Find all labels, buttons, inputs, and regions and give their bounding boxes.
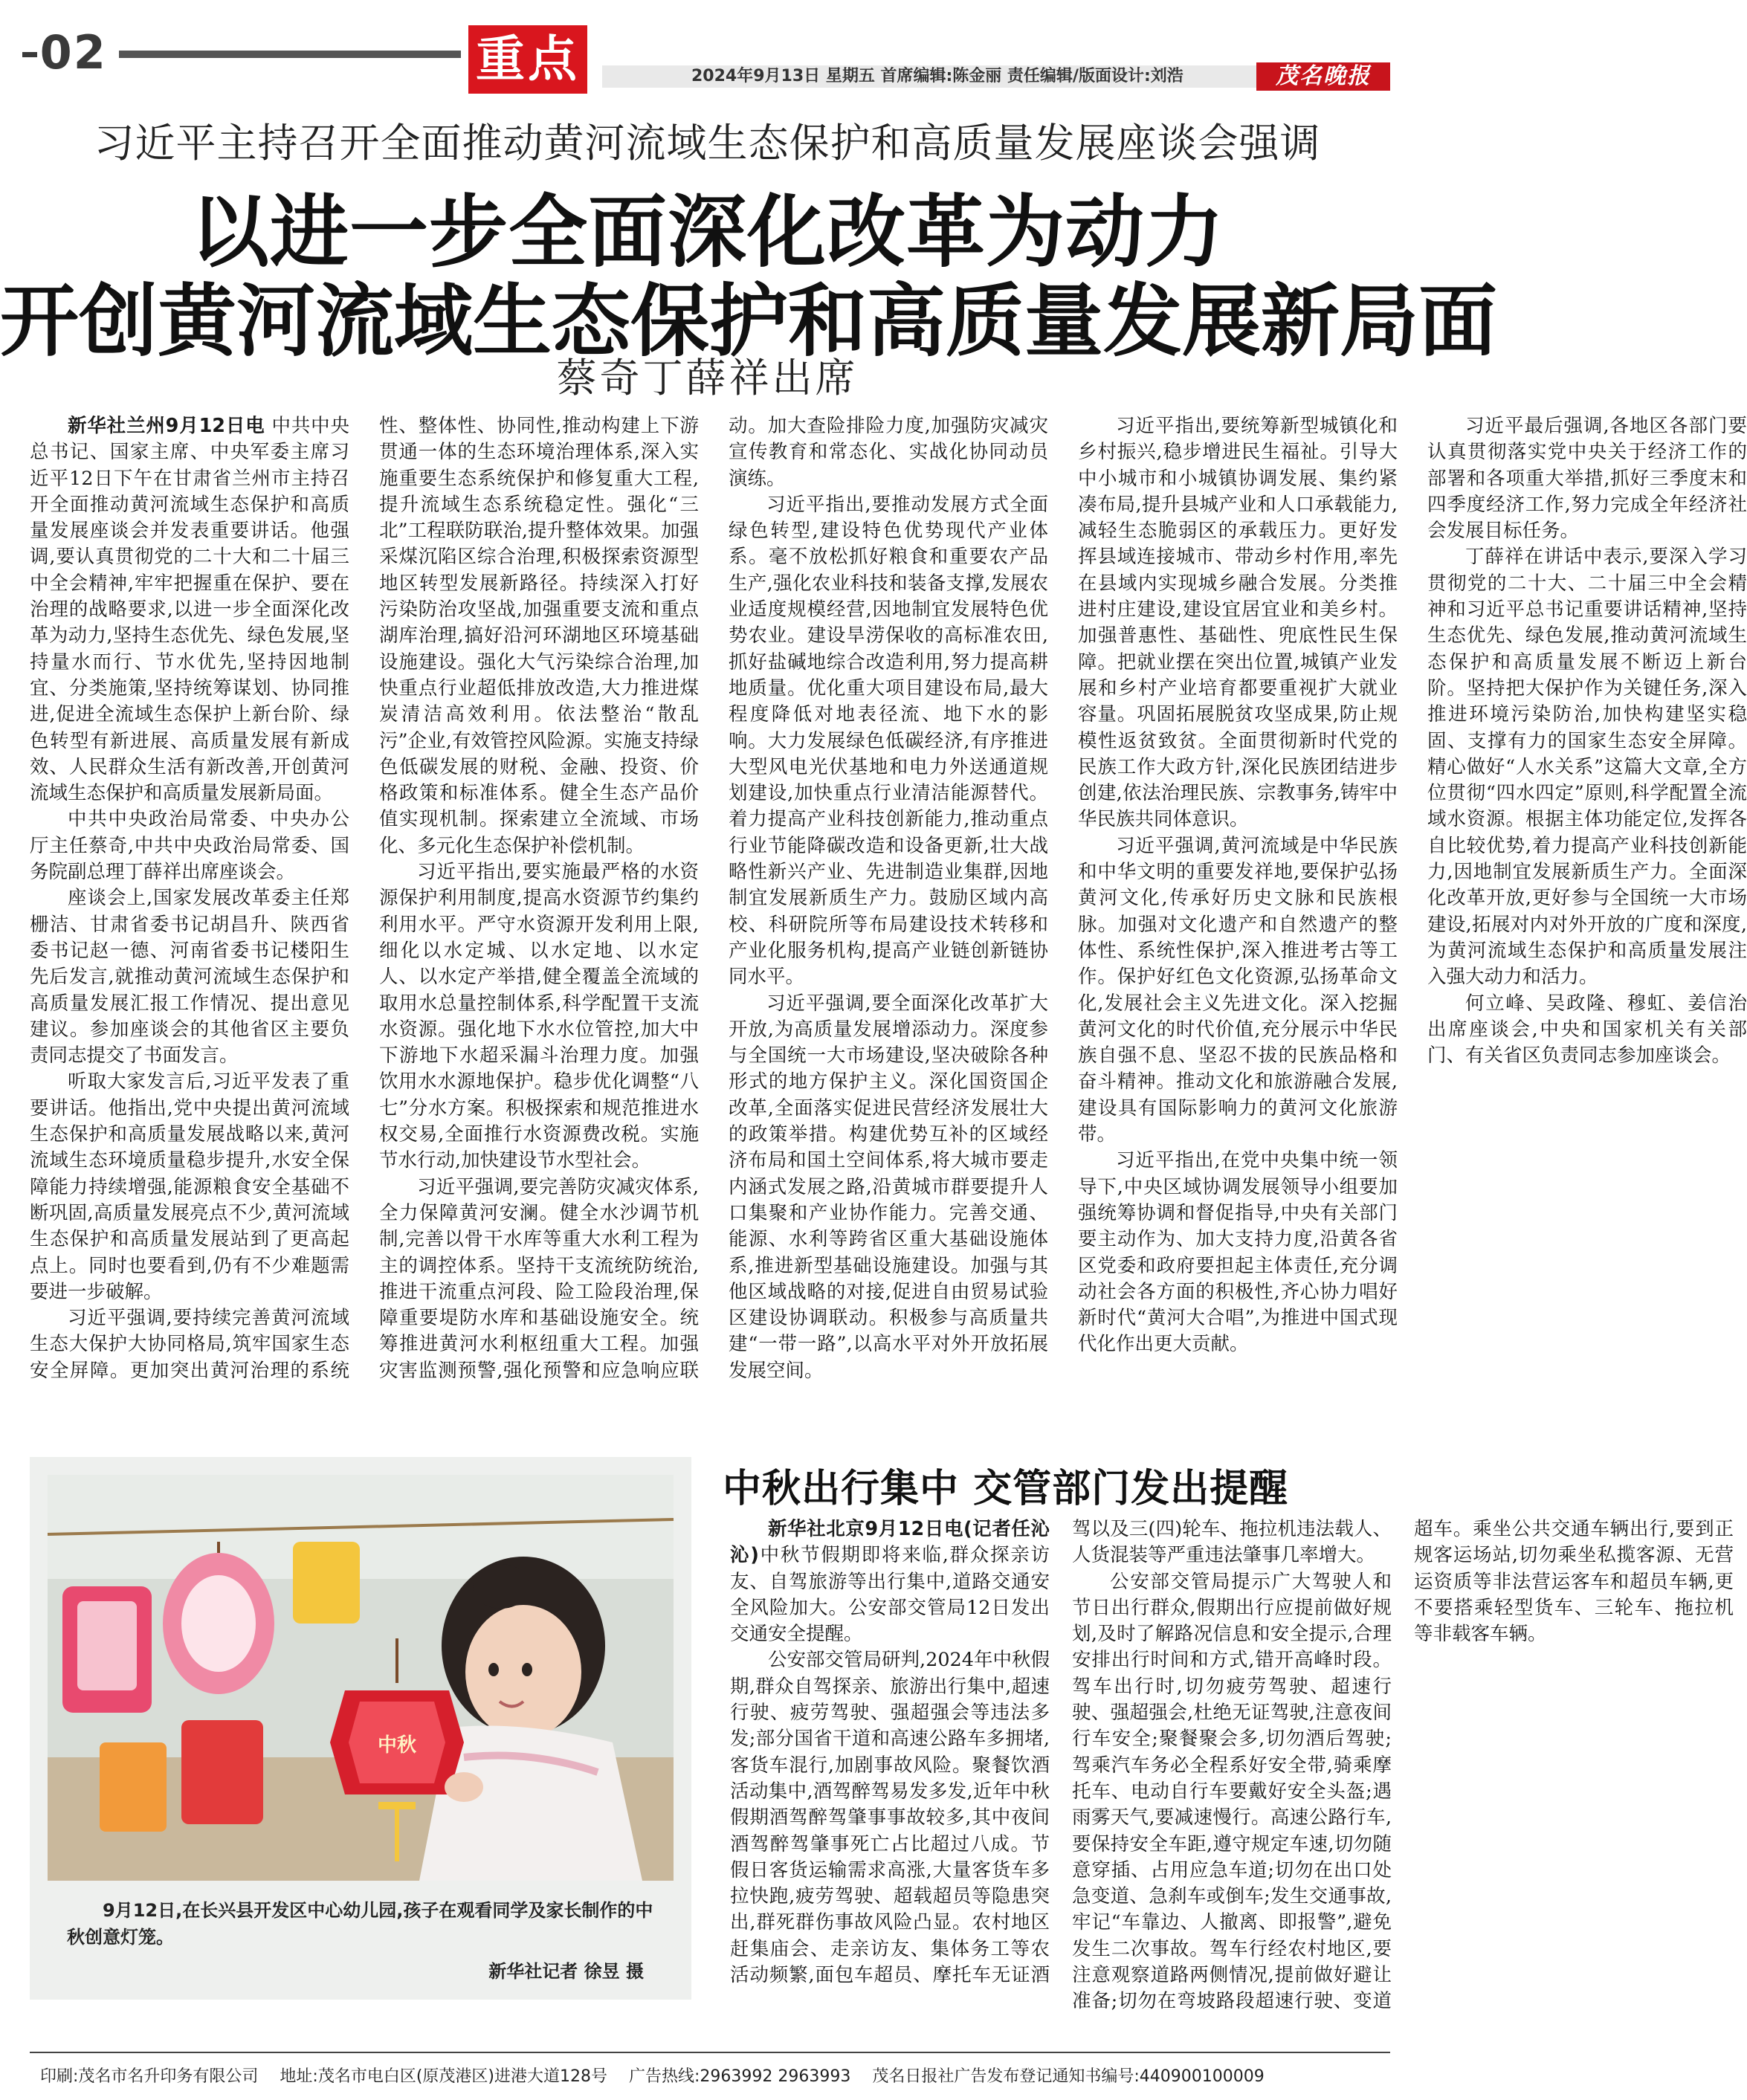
photo-credit: 新华社记者 徐昱 摄 (488, 1961, 644, 1982)
article-paragraph: 座谈会上,国家发展改革委主任郑栅洁、甘肃省委书记胡昌升、陕西省委书记赵一德、河南省委书记楼阳生先后发言,就推动黄河流域生态保护和高质量发展汇报工作情况、提出意见建议。参加座谈会的其他省区主要负责同志提交了书面发言。 (30, 887, 349, 1067)
background-lantern-left (62, 1586, 152, 1713)
article-paragraph: 新华社北京9月12日电(记者任沁沁)中秋节假期即将来临,群众探亲访友、自驾旅游等出行集中,道路交通安全风险加大。公安部交管局12日发出交通安全提醒。 (730, 1518, 1050, 1646)
issue-info: 2024年9月13日 星期五 首席编辑:陈金丽 责任编辑/版面设计:刘浩 (691, 67, 1183, 85)
footer (40, 2064, 1281, 2087)
headline-kicker: 习近平主持召开全面推动黄河流域生态保护和高质量发展座谈会强调 (94, 120, 1321, 167)
lantern-text: 中秋 (377, 1734, 417, 1757)
article-paragraph: 习近平强调,要完善防灾减灾体系,全力保障黄河安澜。健全水沙调节机制,完善以骨干水库等重大水利工程为主的调控体系。坚持干支流统防统治,推进干流重点河段、险工险段治理,保障重要堤防水库和基础设施安全。统筹推进黄河水利枢纽重大工程。加强灾害监测预警,强化预警和应急响应联动。加大查险排险力度,加强防灾减灾宣传教育和常态化、实战化协同动员演练。 (379, 415, 1048, 1382)
headline-line-1: 以进一步全面深化改革为动力 (190, 187, 1224, 278)
article-paragraph: 习近平指出,要推动发展方式全面绿色转型,建设特色优势现代产业体系。毫不放松抓好粮食和重要农产品生产,强化农业科技和装备支撑,发展农业适度规模经营,因地制宜发展特色优势农业。建设旱涝保收的高标准农田,抓好盐碱地综合改造利用,努力提高耕地质量。优化重大项目建设布局,最大程度降低对地表径流、地下水的影响。大力发展绿色低碳经济,有序推进大型风电光伏基地和电力外送通道规划建设,加快重点行业清洁能源替代。着力提高产业科技创新能力,推动重点行业节能降碳改造和设备更新,壮大战略性新兴产业、先进制造业集群,因地制宜发展新质生产力。鼓励区域内高校、科研院所等布局建设技术转移和产业化服务机构,提高产业链创新链协同水平。 (729, 493, 1048, 989)
story2-headline: 中秋出行集中 交管部门发出提醒 (723, 1467, 1289, 1511)
headline-subhead: 蔡奇丁薛祥出席 (556, 355, 859, 401)
article-paragraph: 习近平最后强调,各地区各部门要认真贯彻落实党中央关于经济工作的部署和各项重大举措,抓好三季度末和四季度经济工作,努力完成全年经济社会发展目标任务。 (1427, 415, 1747, 543)
footer-address: 地址:茂名市电白区(原茂港区)进港大道128号 (280, 2067, 607, 2086)
article-paragraph: 公安部交管局研判,2024年中秋假期,群众自驾探亲、旅游出行集中,超速行驶、疲劳驾驶、强超强会等违法多发;部分国省干道和高速公路车多拥堵,客货车混行,加剧事故风险。聚餐饮酒活动集中,酒驾醉驾易发多发,近年中秋假期酒驾醉驾肇事事故较多,其中夜间酒驾醉驾肇事死亡占比超过八成。节假日客货运输需求高涨,大量客货车多拉快跑,疲劳驾驶、超载超员等隐患突出,群死群伤事故风险凸显。农村地区赶集庙会、走亲访友、集体务工等农活动频繁,面包车超员、摩托车无证酒驾以及三(四)轮车、拖拉机违法载人、人货混装等严重违法肇事几率增大。 (730, 1518, 1392, 1987)
article-paragraph: 习近平指出,要统筹新型城镇化和乡村振兴,稳步增进民生福祉。引导大中小城市和小城镇协调发展、集约紧凑布局,提升县城产业和人口承载能力,减轻生态脆弱区的承载压力。更好发挥县域连接城市、带动乡村作用,率先在县域内实现城乡融合发展。分类推进村庄建设,建设宜居宜业和美乡村。加强普惠性、基础性、兜底性民生保障。把就业摆在突出位置,城镇产业发展和乡村产业培育都要重视扩大就业容量。巩固拓展脱贫攻坚成果,防止规模性返贫致贫。全面贯彻新时代党的民族工作大政方针,深化民族团结进步创建,依法治理民族、宗教事务,铸牢中华民族共同体意识。 (1078, 415, 1398, 831)
article-paragraph: 习近平指出,在党中央集中统一领导下,中央区域协调发展领导小组要加强统筹协调和督促指导,中央有关部门要主动作为、加大支持力度,沿黄各省区党委和政府要担起主体责任,充分调动社会各方面的积极性,齐心协力唱好新时代“黄河大合唱”,为推进中国式现代化作出更大贡献。 (1078, 1149, 1398, 1356)
article-paragraph: 何立峰、吴政隆、穆虹、姜信治出席座谈会,中央和国家机关有关部门、有关省区负责同志参加座谈会。 (1427, 992, 1747, 1067)
headline-line-2: 开创黄河流域生态保护和高质量发展新局面 (0, 276, 1497, 367)
footer-printer: 印刷:茂名市名升印务有限公司 (40, 2067, 259, 2086)
child-hand (445, 1772, 483, 1802)
footer-license: 茂名日报社广告发布登记通知书编号:440900100009 (872, 2067, 1265, 2086)
article-paragraph: 习近平指出,要实施最严格的水资源保护利用制度,提高水资源节约集约利用水平。严守水资源开发利用上限,细化以水定城、以水定地、以水定人、以水定产举措,健全覆盖全流域的取用水总量控制体系,科学配置干支流水资源。强化地下水水位管控,加大中下游地下水超采漏斗治理力度。加强饮用水水源地保护。稳步优化调整“八七”分水方案。积极探索和规范推进水权交易,全面推行水资源费改税。实施节水行动,加快建设节水型社会。 (379, 861, 699, 1172)
article-paragraph: 中共中央政治局常委、中央办公厅主任蔡奇,中共中央政治局常委、国务院副总理丁薛祥出席座谈会。 (30, 808, 349, 884)
masthead-rule (119, 51, 461, 58)
newspaper-logo: 茂名晚报 (1256, 62, 1390, 91)
article-paragraph: 习近平强调,黄河流域是中华民族和中华文明的重要发祥地,要保护弘扬黄河文化,传承好历史文脉和民族根脉。加强对文化遗产和自然遗产的整体性、系统性保护,深入推进考古等工作。保护好红色文化资源,弘扬革命文化,发展社会主义先进文化。深入挖掘黄河文化的时代价值,充分展示中华民族自强不息、坚忍不拔的民族品格和奋斗精神。推动文化和旅游融合发展,建设具有国际影响力的黄河文化旅游带。 (1078, 834, 1398, 1146)
article-paragraph: 丁薛祥在讲话中表示,要深入学习贯彻党的二十大、二十届三中全会精神和习近平总书记重要讲话精神,坚持生态优先、绿色发展,推动黄河流域生态保护和高质量发展不断迈上新台阶。坚持把大保护作为关键任务,深入推进环境污染防治,加快构建坚实稳固、支撑有力的国家生态安全屏障。精心做好“人水关系”这篇大文章,全方位贯彻“四水四定”原则,科学配置全流域水资源。根据主体功能定位,发挥各自比较优势,着力提高产业科技创新能力,因地制宜发展新质生产力。全面深化改革开放,更好参与全国统一大市场建设,拓展对内对外开放的广度和深度,为黄河流域生态保护和高质量发展注入强大动力和活力。 (1427, 546, 1747, 989)
article-paragraph: 习近平强调,要全面深化改革扩大开放,为高质量发展增添动力。深度参与全国统一大市场建设,坚决破除各种形式的地方保护主义。深化国资国企改革,全面落实促进民营经济发展壮大的政策举措。构建优势互补的区域经济布局和国土空间体系,将大城市要走内涵式发展之路,沿黄城市群要提升人口集聚和产业协作能力。完善交通、能源、水利等跨省区重大基础设施体系,推进新型基础设施建设。加强与其他区域战略的对接,促进自由贸易试验区建设协调联动。积极参与高质量共建“一带一路”,以高水平对外开放拓展发展空间。 (729, 992, 1048, 1382)
dateline: 新华社兰州9月12日电 (68, 415, 265, 437)
page-number: 02 (39, 25, 107, 80)
article-paragraph: 新华社兰州9月12日电 中共中央总书记、国家主席、中央军委主席习近平12日下午在甘肃省兰州市主持召开全面推动黄河流域生态保护和高质量发展座谈会并发表重要讲话。他强调,要认真贯彻党的二十大和二十届三中全会精神,牢牢把握重在保护、要在治理的战略要求,以进一步全面深化改革为动力,坚持生态优先、绿色发展,坚持量水而行、节水优先,坚持因地制宜、分类施策,坚持统筹谋划、协同推进,促进全流域生态保护上新台阶、绿色转型有新进展、高质量发展有新成效、人民群众生活有新改善,开创黄河流域生态保护和高质量发展新局面。 (30, 415, 349, 805)
lantern-photo-illustration (48, 1475, 674, 1881)
section-tag: 重点 (468, 25, 587, 94)
main-article (30, 413, 1747, 1409)
photo-caption: 9月12日,在长兴县开发区中心幼儿园,孩子在观看同学及家长制作的中秋创意灯笼。 (67, 1900, 653, 1948)
article-paragraph: 听取大家发言后,习近平发表了重要讲话。他指出,党中央提出黄河流域生态保护和高质量发展战略以来,黄河流域生态环境质量稳步提升,水安全保障能力持续增强,能源粮食安全基础不断巩固,高质量发展亮点不少,黄河流域生态保护和高质量发展站到了更高起点上。同时也要看到,仍有不少难题需要进一步破解。 (30, 1070, 349, 1303)
footer-rule (30, 2052, 1390, 2053)
news-photo (48, 1475, 674, 1881)
dateline: 新华社北京9月12日电(记者任沁沁) (730, 1518, 1050, 1567)
photo-panel (30, 1457, 691, 2000)
article-paragraph: 习近平强调,要持续完善黄河流域生态大保护大协同格局,筑牢国家生态安全屏障。更加突出黄河治理的系统性、整体性、协同性,推动构建上下游贯通一体的生态环境治理体系,深入实施重要生态系统保护和修复重大工程,提升流域生态系统稳定性。强化“三北”工程联防联治,提升整体效果。加强采煤沉陷区综合治理,积极探索资源型地区转型发展新路径。持续深入打好污染防治攻坚战,加强重要支流和重点湖库治理,搞好沿河环湖地区环境基础设施建设。强化大气污染综合治理,加快重点行业超低排放改造,大力推进煤炭清洁高效利用。依法整治“散乱污”企业,有效管控风险源。实施支持绿色低碳发展的财税、金融、投资、价格政策和标准体系。健全生态产品价值实现机制。探索建立全流域、市场化、多元化生态保护补偿机制。 (30, 415, 699, 1382)
article-paragraph: 公安部交管局提示广大驾驶人和节日出行群众,假期出行应提前做好规划,及时了解路况信息和安全提示,合理安排出行时间和方式,错开高峰时段。驾车出行时,切勿疲劳驾驶、超速行驶、强超强会,杜绝无证驾驶,注意夜间行车安全;聚餐聚会多,切勿酒后驾驶;驾乘汽车务必全程系好安全带,骑乘摩托车、电动自行车要戴好安全头盔;遇雨雾天气,要减速慢行。高速公路行车,要保持安全车距,遵守规定车速,切勿随意穿插、占用应急车道;切勿在出口处急变道、急刹车或倒车;发生交通事故,牢记“车靠边、人撤离、即报警”,避免发生二次事故。驾车行经农村地区,要注意观察道路两侧情况,提前做好避让准备;切勿在弯坡路段超速行驶、变道超车。乘坐公共交通车辆出行,要到正规客运场站,切勿乘坐私揽客源、无营运资质等非法营运客车和超员车辆,更不要搭乘轻型货车、三轮车、拖拉机等非载客车辆。 (1072, 1518, 1734, 2013)
story2-article (730, 1516, 1734, 2029)
footer-ad-hotline: 广告热线:2963992 2963993 (629, 2067, 851, 2086)
